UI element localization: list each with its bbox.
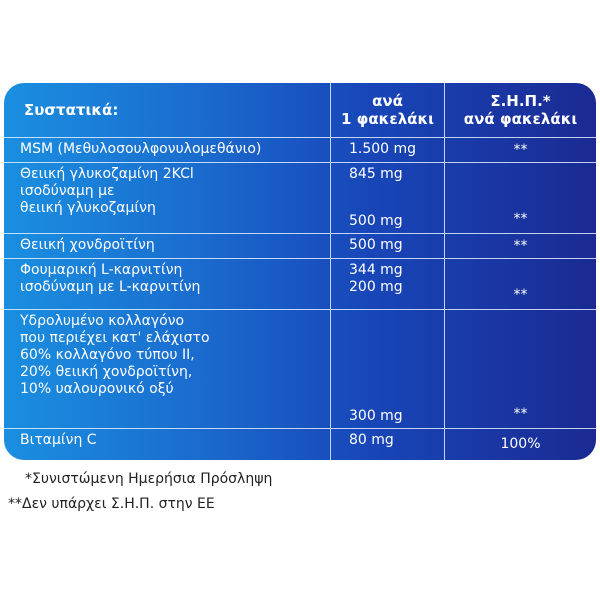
header-ingredients bbox=[4, 83, 331, 138]
header-per-sachet-line: ανά bbox=[372, 92, 403, 110]
amount-msm bbox=[331, 138, 445, 163]
ingredient-line: 20% θειική χονδροϊτίνη, bbox=[20, 364, 193, 380]
nutrition-table-card bbox=[4, 83, 596, 460]
ingredient-line: Βιταμίνη C bbox=[20, 432, 97, 448]
ingredient-line: Θειική χονδροϊτίνη bbox=[20, 237, 155, 253]
amount-carnitine bbox=[331, 259, 445, 310]
rdi-carnitine bbox=[445, 259, 596, 310]
amount-value: 80 mg bbox=[349, 432, 394, 448]
ingredient-carnitine bbox=[4, 259, 331, 310]
amount-value: 300 mg bbox=[349, 408, 403, 424]
header-rdi bbox=[445, 83, 596, 138]
amount-value: 500 mg bbox=[349, 213, 403, 229]
rdi-chondroitin bbox=[445, 234, 596, 259]
amount-value: 200 mg bbox=[349, 279, 403, 295]
header-ingredients-label: Συστατικά: bbox=[24, 100, 119, 119]
ingredient-line: Υδρολυμένο κολλαγόνο bbox=[20, 313, 185, 329]
rdi-glucosamine bbox=[445, 163, 596, 234]
rdi-value: 100% bbox=[500, 436, 541, 452]
ingredient-line: 60% κολλαγόνο τύπου ΙΙ, bbox=[20, 347, 195, 363]
rdi-vitamin-c bbox=[445, 429, 596, 460]
ingredient-line: ισοδύναμη με bbox=[20, 183, 115, 199]
ingredient-line: MSM (Μεθυλοσουλφονυλομεθάνιο) bbox=[20, 141, 262, 157]
ingredient-vitamin-c bbox=[4, 429, 331, 460]
rdi-msm bbox=[445, 138, 596, 163]
rdi-value: ** bbox=[513, 141, 528, 158]
header-rdi-line: ανά φακελάκι bbox=[463, 110, 578, 128]
ingredient-glucosamine bbox=[4, 163, 331, 234]
footnote-no-rdi: **Δεν υπάρχει Σ.Η.Π. στην ΕΕ bbox=[8, 496, 215, 512]
amount-glucosamine bbox=[331, 163, 445, 234]
rdi-collagen bbox=[445, 310, 596, 429]
nutrition-table bbox=[4, 83, 596, 460]
rdi-value: ** bbox=[513, 211, 528, 227]
rdi-value: ** bbox=[513, 237, 528, 254]
rdi-value: ** bbox=[513, 287, 528, 303]
ingredient-line: ισοδύναμη με L-καρνιτίνη bbox=[20, 279, 201, 295]
header-rdi-line: Σ.Η.Π.* bbox=[490, 92, 551, 110]
ingredient-collagen bbox=[4, 310, 331, 429]
ingredient-line: Φουμαρική L-καρνιτίνη bbox=[20, 262, 183, 278]
header-per-sachet-line: 1 φακελάκι bbox=[340, 110, 434, 128]
amount-value: 845 mg bbox=[349, 166, 403, 182]
ingredient-chondroitin bbox=[4, 234, 331, 259]
ingredient-line: Θειική γλυκοζαμίνη 2KCl bbox=[20, 166, 194, 182]
ingredient-msm bbox=[4, 138, 331, 163]
amount-value: 1.500 mg bbox=[349, 141, 417, 157]
amount-vitamin-c bbox=[331, 429, 445, 460]
amount-value: 344 mg bbox=[349, 262, 403, 278]
ingredient-line: που περιέχει κατ' ελάχιστο bbox=[20, 330, 210, 346]
ingredient-line: θειική γλυκοζαμίνη bbox=[20, 200, 156, 216]
amount-collagen bbox=[331, 310, 445, 429]
amount-value: 500 mg bbox=[349, 237, 403, 253]
header-per-sachet bbox=[331, 83, 445, 138]
rdi-value: ** bbox=[513, 406, 528, 422]
ingredient-line: 10% υαλουρονικό οξύ bbox=[20, 381, 174, 397]
footnote-rdi: *Συνιστώμενη Ημερήσια Πρόσληψη bbox=[25, 471, 273, 487]
amount-chondroitin bbox=[331, 234, 445, 259]
